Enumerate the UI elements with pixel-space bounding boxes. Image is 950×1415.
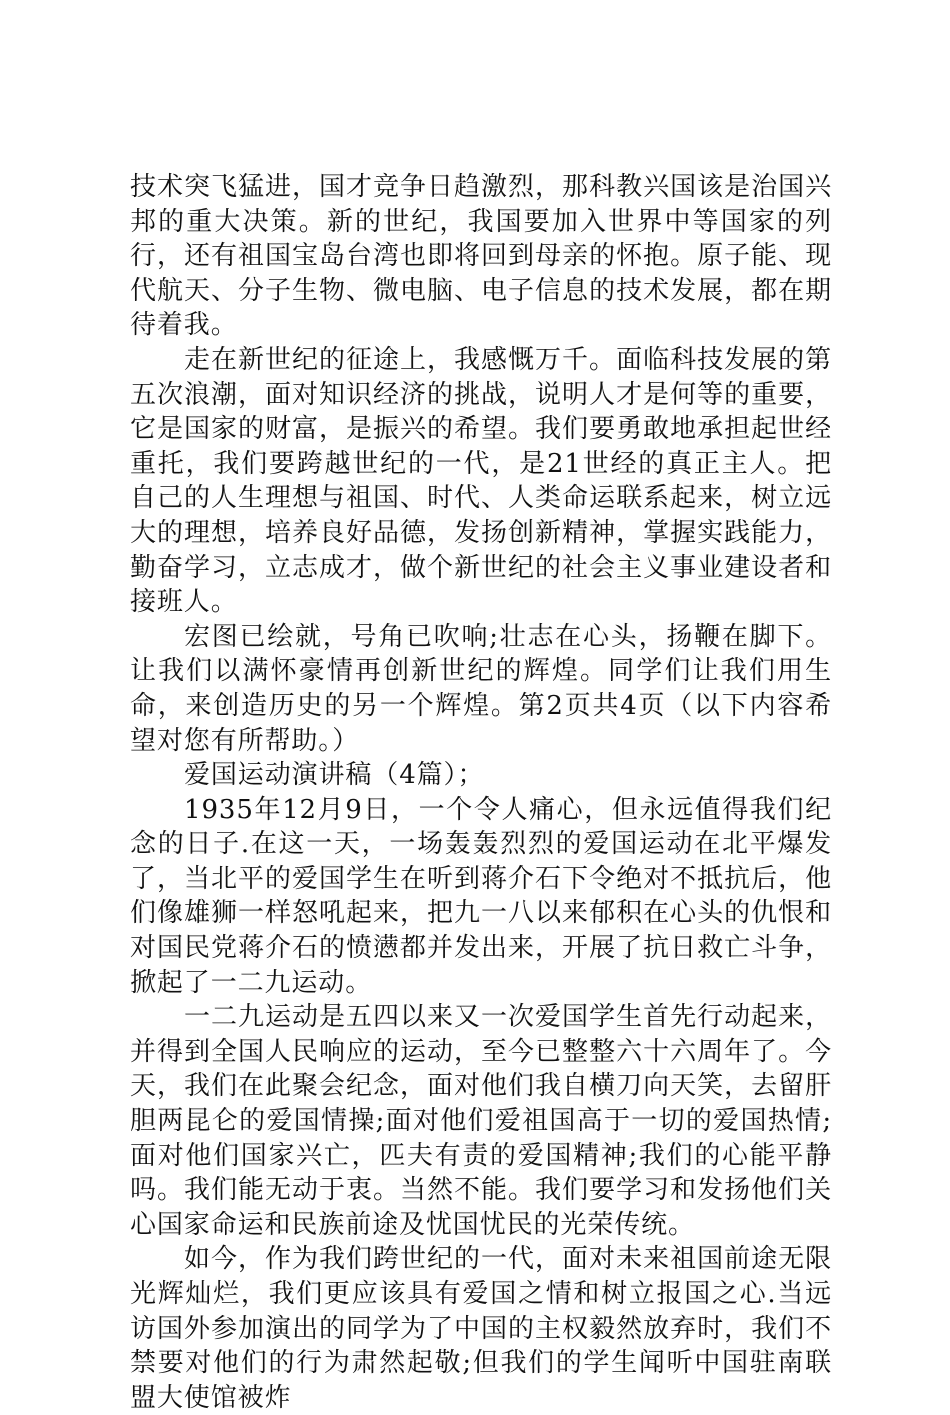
paragraph-7: 如今，作为我们跨世纪的一代，面对未来祖国前途无限光辉灿烂，我们更应该具有爱国之情和树立报国之心.当远访国外参加演出的同学为了中国的主权毅然放弃时，我们不禁要对他们的行为肃然起敬;但我们的学生闻听中国驻南联盟大使馆被炸 — [130, 1244, 832, 1413]
paragraph-2: 走在新世纪的征途上，我感慨万千。面临科技发展的第五次浪潮，面对知识经济的挑战，说明人才是何等的重要，它是国家的财富，是振兴的希望。我们要勇敢地承担起世经重托，我们要跨越世纪的一代，是21世经的真正主人。把自己的人生理想与祖国、时代、人类命运联系起来，树立远大的理想，培养良好品德，发扬创新精神，掌握实践能力，勤奋学习，立志成才，做个新世纪的社会主义事业建设者和接班人。 — [130, 344, 832, 618]
paragraph-5: 1935年12月9日，一个令人痛心，但永远值得我们纪念的日子.在这一天，一场轰轰烈烈的爱国运动在北平爆发了，当北平的爱国学生在听到蒋介石下令绝对不抵抗后，他们像雄狮一样怒吼起来，把九一八以来郁积在心头的仇恨和对国民党蒋介石的愤懑都并发出来，开展了抗日救亡斗争，掀起了一二九运动。 — [130, 794, 832, 998]
paragraph-3: 宏图已绘就，号角已吹响;壮志在心头，扬鞭在脚下。让我们以满怀豪情再创新世纪的辉煌。同学们让我们用生命，来创造历史的另一个辉煌。第2页共4页（以下内容希望对您有所帮助。） — [130, 621, 832, 756]
document-page — [130, 170, 832, 1415]
section-heading: 爱国运动演讲稿（4篇）； — [184, 760, 485, 791]
paragraph-6: 一二九运动是五四以来又一次爱国学生首先行动起来，并得到全国人民响应的运动，至今已整整六十六周年了。今天，我们在此聚会纪念，面对他们我自横刀向天笑，去留肝胆两昆仑的爱国情操;面对他们爱祖国高于一切的爱国热情;面对他们国家兴亡，匹夫有责的爱国精神;我们的心能平静吗。我们能无动于衷。当然不能。我们要学习和发扬他们关心国家命运和民族前途及忧国忧民的光荣传统。 — [130, 1002, 832, 1240]
paragraph-1: 技术突飞猛进，国才竞争日趋激烈，那科教兴国该是治国兴邦的重大决策。新的世纪，我国要加入世界中等国家的列行，还有祖国宝岛台湾也即将回到母亲的怀抱。原子能、现代航天、分子生物、微电脑、电子信息的技术发展，都在期待着我。 — [130, 172, 832, 341]
